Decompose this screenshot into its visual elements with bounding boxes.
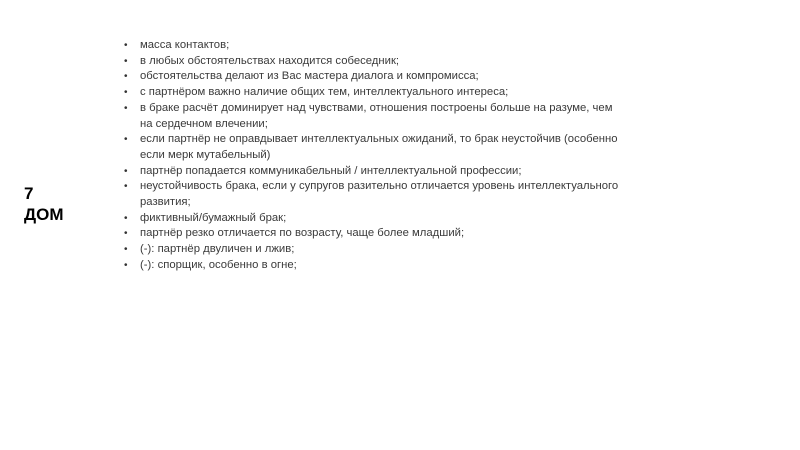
list-item-text: обстоятельства делают из Вас мастера диалога и компромисса; [140, 70, 479, 83]
list-item [124, 164, 624, 180]
list-item [124, 38, 624, 54]
bullet-icon: • [124, 134, 128, 146]
bullet-icon: • [124, 71, 128, 83]
bullet-icon: • [124, 40, 128, 51]
list-item-text: масса контактов; [140, 39, 230, 51]
title-word: ДОМ [24, 205, 64, 224]
list-item-text: в браке расчёт доминирует над чувствами, отношения построены больше на разуме, чем на сердечном влечении; [140, 101, 613, 130]
bullet-icon: • [124, 87, 128, 99]
list-item-text: неустойчивость брака, если у супругов разительно отличается уровень интеллектуального развития; [140, 180, 619, 209]
bullet-icon: • [124, 244, 128, 256]
list-item [124, 85, 624, 101]
list-item-text: партнёр попадается коммуникабельный / интеллектуальной профессии; [140, 164, 522, 177]
list-item-text: партнёр резко отличается по возрасту, чаще более младший; [140, 227, 465, 240]
slide-title [24, 183, 104, 225]
bullet-icon: • [124, 102, 128, 114]
list-item-text: в любых обстоятельствах находится собеседник; [140, 54, 400, 67]
bullet-icon: • [124, 259, 128, 271]
list-item [124, 132, 624, 163]
list-item-text: фиктивный/бумажный брак; [140, 211, 287, 224]
list-item [124, 226, 624, 242]
bullet-icon: • [124, 212, 128, 224]
bullet-icon: • [124, 55, 128, 67]
list-item-text: если партнёр не оправдывает интеллектуальных ожиданий, то брак неустойчив (особенно если мерк мутабельный) [140, 133, 618, 161]
bullet-icon: • [124, 181, 128, 193]
list-item [124, 54, 624, 70]
list-item-text: (-): партнёр двуличен и лжив; [140, 243, 295, 256]
list-item [124, 211, 624, 227]
list-item-text: с партнёром важно наличие общих тем, интеллектуального интереса; [140, 86, 509, 99]
list-item [124, 69, 624, 85]
bullet-icon: • [124, 228, 128, 240]
bullet-list [124, 38, 624, 274]
list-item [124, 179, 624, 210]
list-item [124, 258, 624, 274]
bullet-icon: • [124, 165, 128, 177]
list-item-text: (-): спорщик, особенно в огне; [140, 258, 297, 271]
title-number: 7 [24, 184, 34, 203]
list-item [124, 242, 624, 258]
list-item [124, 101, 624, 132]
